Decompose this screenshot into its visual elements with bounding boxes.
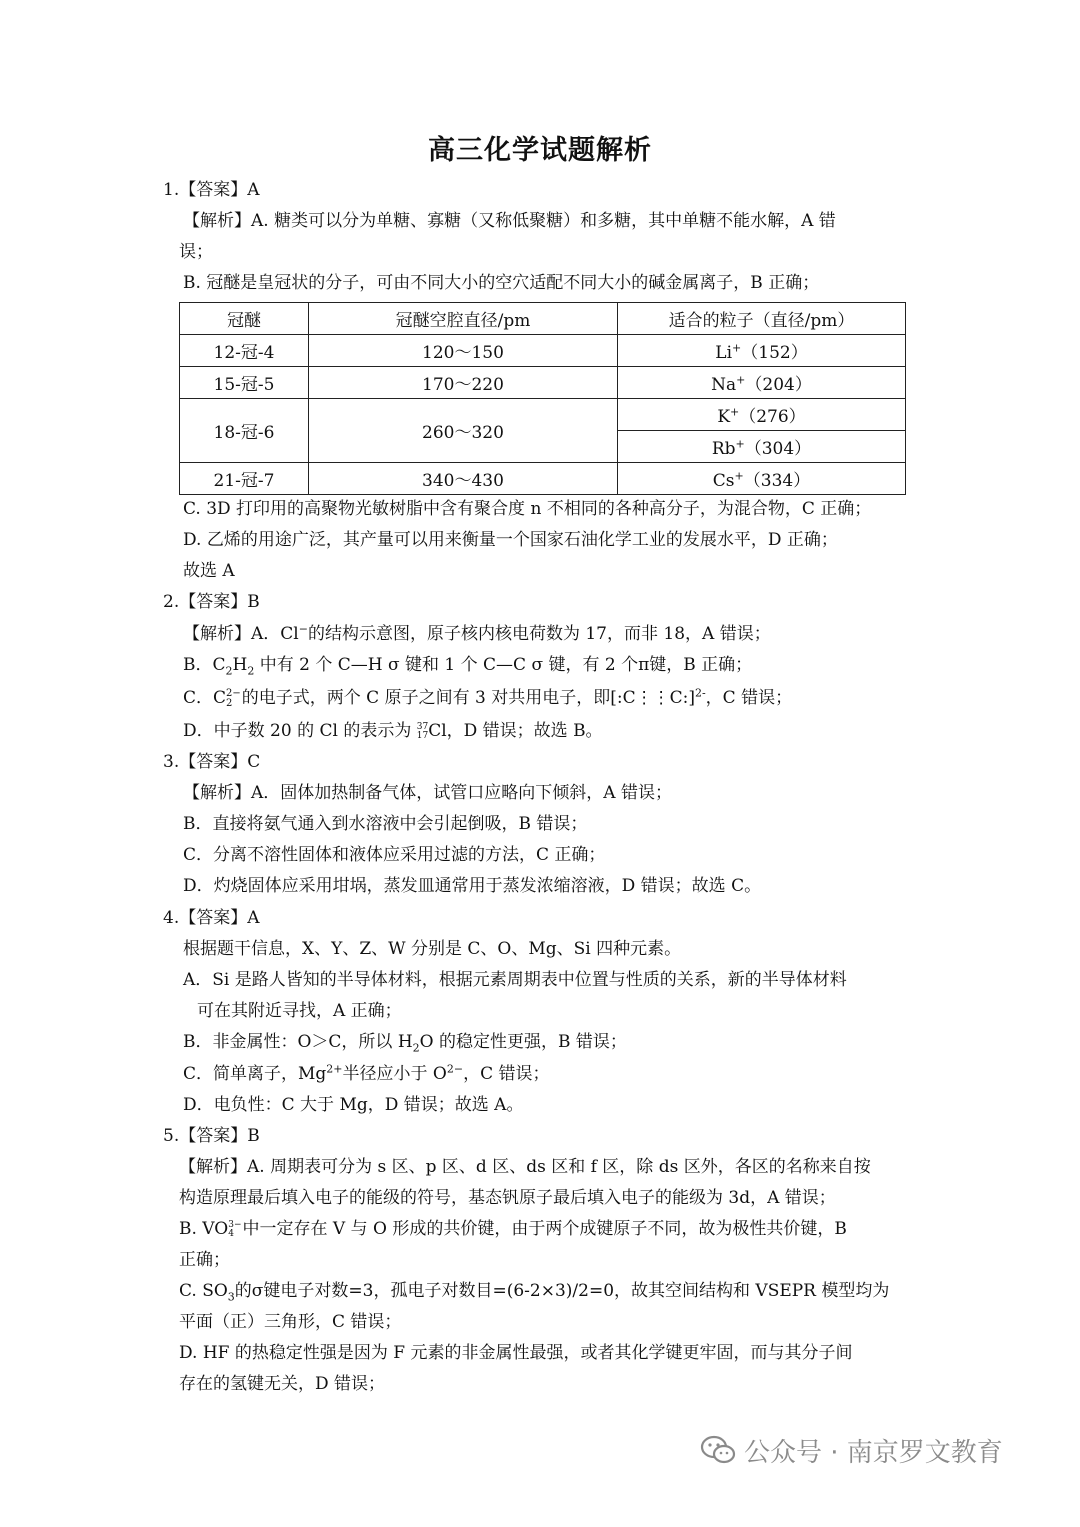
- cavity-diameter-cell: 170～220: [309, 367, 618, 399]
- q1-answer: 1.【答案】A: [163, 180, 260, 200]
- text-segment: B．非金属性：O＞C，所以 H: [183, 1032, 413, 1052]
- q1-conclusion: 故选 A: [183, 561, 235, 581]
- ion-charge: +: [734, 469, 744, 483]
- text-segment: C．C: [183, 688, 227, 708]
- ion-script: [228, 1221, 241, 1239]
- table-header-cell: 适合的粒子（直径/pm）: [618, 303, 906, 335]
- text-segment: B. VO: [179, 1219, 229, 1239]
- superscript: 3−: [228, 1219, 242, 1230]
- superscript: 2+: [326, 1062, 343, 1076]
- ion-size: （276）: [739, 407, 806, 427]
- text-segment: 中有 2 个 C—H σ 键和 1 个 C—C σ 键，有 2 个π键，B 正确；: [254, 655, 753, 675]
- q4-analysis-a: A．Si 是路人皆知的半导体材料，根据元素周期表中位置与性质的关系，新的半导体材料: [183, 970, 847, 990]
- ion-cell: [618, 335, 906, 367]
- superscript: 2−: [226, 687, 241, 699]
- q4-analysis-d: D．电负性：C 大于 Mg，D 错误；故选 A。: [183, 1095, 524, 1115]
- subscript: 2: [412, 1041, 420, 1055]
- table-header-cell: 冠醚空腔直径/pm: [309, 303, 618, 335]
- ion-symbol: K: [717, 407, 731, 427]
- q4-intro: 根据题干信息，X、Y、Z、W 分别是 C、O、Mg、Si 四种元素。: [183, 939, 682, 959]
- q4-answer: 4.【答案】A: [163, 908, 260, 928]
- text-segment: Cl，D 错误；故选 B。: [428, 721, 603, 741]
- crown-name-cell: 12-冠-4: [180, 335, 309, 367]
- ion-cell: [618, 399, 906, 431]
- superscript: 2−: [446, 1062, 464, 1076]
- crown-name-cell: 18-冠-6: [180, 399, 309, 463]
- text-segment: D．中子数 20 的 Cl 的表示为: [183, 721, 417, 741]
- q2-analysis-b: [183, 653, 752, 677]
- q3-analysis-c: C．分离不溶性固体和液体应采用过滤的方法，C 正确；: [183, 845, 606, 865]
- page-title: 高三化学试题解析: [428, 135, 652, 166]
- table-row: [180, 463, 906, 495]
- q2-analysis-a: [183, 622, 771, 646]
- q3-analysis-a: 【解析】A．固体加热制备气体，试管口应略向下倾斜，A 错误；: [183, 783, 672, 803]
- ion-charge: +: [735, 437, 745, 451]
- q2-answer: 2.【答案】B: [163, 592, 260, 612]
- ion-charge: +: [730, 405, 740, 419]
- table-header-cell: 冠醚: [180, 303, 309, 335]
- ion-cell: [618, 431, 906, 463]
- ion-size: （152）: [741, 343, 808, 363]
- ion-charge: +: [736, 373, 746, 387]
- wechat-icon: [700, 1435, 736, 1465]
- subscript: 3: [227, 1290, 235, 1304]
- q1-analysis-a-cont: 误；: [179, 242, 213, 262]
- watermark-text: 公众号 · 南京罗文教育: [744, 1437, 1003, 1468]
- q5-analysis-b-cont: 正确；: [179, 1250, 230, 1270]
- superscript: −: [298, 622, 308, 636]
- q5-analysis-c-cont: 平面（正）三角形，C 错误；: [179, 1312, 402, 1332]
- text-segment: 的结构示意图，原子核内核电荷数为 17，而非 18，A 错误；: [307, 624, 771, 644]
- q5-analysis-a: 【解析】A. 周期表可分为 s 区、p 区、d 区、ds 区和 f 区，除 ds 区外，各区的名称来自按: [179, 1157, 871, 1177]
- ion-symbol: Rb: [711, 439, 736, 459]
- superscript: 2-: [694, 686, 706, 700]
- q1-analysis-a: 【解析】A. 糖类可以分为单糖、寡糖（又称低聚糖）和多糖，其中单糖不能水解，A 错: [183, 211, 836, 231]
- text-segment: O 的稳定性更强，B 错误；: [419, 1032, 627, 1052]
- q3-analysis-b: B．直接将氨气通入到水溶液中会引起倒吸，B 错误；: [183, 814, 588, 834]
- crown-ether-table: [179, 302, 906, 495]
- q5-answer: 5.【答案】B: [163, 1126, 260, 1146]
- q4-analysis-a-cont: 可在其附近寻找，A 正确；: [197, 1001, 402, 1021]
- table-row: [180, 335, 906, 367]
- q4-analysis-b: [183, 1030, 627, 1054]
- subscript: 4: [228, 1228, 234, 1239]
- q2-analysis-c: [183, 686, 792, 710]
- subscript: 2: [226, 697, 233, 709]
- wechat-watermark: [700, 1430, 1003, 1470]
- cavity-diameter-cell: 260～320: [309, 399, 618, 463]
- q5-analysis-d-cont: 存在的氢键无关，D 错误；: [179, 1374, 386, 1394]
- q3-answer: 3.【答案】C: [163, 752, 261, 772]
- text-segment: 半径应小于 O: [342, 1064, 447, 1084]
- table-row: [180, 399, 906, 431]
- text-segment: H: [232, 655, 248, 675]
- text-segment: 的电子式，两个 C 原子之间有 3 对共用电子，即: [241, 688, 611, 708]
- crown-name-cell: 21-冠-7: [180, 463, 309, 495]
- ion-size: （304）: [744, 439, 812, 459]
- text-segment: ，C 错误；: [463, 1064, 550, 1084]
- q2-analysis-d: [183, 719, 603, 743]
- q5-analysis-c: [179, 1279, 889, 1303]
- ion-cell: [618, 367, 906, 399]
- subscript: 2: [225, 664, 233, 678]
- q3-analysis-d: D．灼烧固体应采用坩埚，蒸发皿通常用于蒸发浓缩溶液，D 错误；故选 C。: [183, 876, 762, 896]
- text-segment: C. SO: [179, 1281, 228, 1301]
- cavity-diameter-cell: 340～430: [309, 463, 618, 495]
- ion-script: [226, 689, 241, 709]
- text-segment: 的σ键电子对数=3，孤电子对数目=(6-2×3)/2=0，故其空间结构和 VSEPR 模型均为: [234, 1281, 890, 1301]
- q4-analysis-c: [183, 1062, 550, 1086]
- ion-charge: +: [732, 341, 742, 355]
- ion-symbol: Li: [715, 343, 733, 363]
- q5-analysis-d: D. HF 的热稳定性强是因为 F 元素的非金属性最强，或者其化学键更牢固，而与其分子间: [179, 1343, 853, 1363]
- ion-symbol: Cs: [712, 471, 735, 491]
- text-segment: 中一定存在 V 与 O 形成的共价键，由于两个成键原子不同，故为极性共价键，B: [242, 1219, 847, 1239]
- cavity-diameter-cell: 120～150: [309, 335, 618, 367]
- ion-symbol: Na: [711, 375, 737, 395]
- ion-size: （334）: [743, 471, 811, 491]
- atomic-number: 17: [416, 730, 429, 741]
- text-segment: C．简单离子，Mg: [183, 1064, 327, 1084]
- subscript: 2: [247, 664, 255, 678]
- text-segment: ，C 错误；: [705, 688, 793, 708]
- electron-formula: [:C⋮⋮C:]: [610, 688, 695, 708]
- text-segment: B．C: [183, 655, 226, 675]
- q1-analysis-c: C. 3D 打印用的高聚物光敏树脂中含有聚合度 n 不相同的各种高分子，为混合物，C 正确；: [183, 499, 872, 519]
- ion-cell: [618, 463, 906, 495]
- ion-size: （204）: [745, 375, 812, 395]
- table-header-row: [180, 303, 906, 335]
- q1-analysis-d: D. 乙烯的用途广泛，其产量可以用来衡量一个国家石油化学工业的发展水平，D 正确；: [183, 530, 838, 550]
- mass-number: 37: [416, 721, 429, 732]
- q5-analysis-a-cont: 构造原理最后填入电子的能级的符号，基态钒原子最后填入电子的能级为 3d，A 错误；: [179, 1188, 836, 1208]
- table-row: [180, 367, 906, 399]
- crown-name-cell: 15-冠-5: [180, 367, 309, 399]
- nuclide-script: [417, 723, 428, 741]
- text-segment: 【解析】A．Cl: [183, 624, 299, 644]
- q5-analysis-b: [179, 1217, 847, 1241]
- q1-analysis-b: B. 冠醚是皇冠状的分子，可由不同大小的空穴适配不同大小的碱金属离子，B 正确；: [183, 273, 820, 293]
